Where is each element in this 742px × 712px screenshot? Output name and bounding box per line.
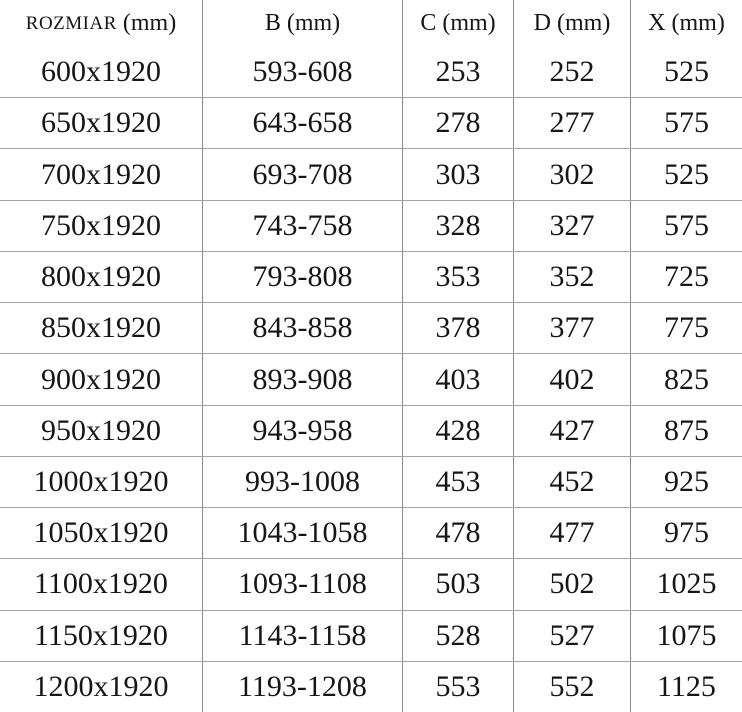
column-header-unit: (mm) — [442, 10, 496, 36]
column-header-unit: (mm) — [671, 10, 725, 36]
cell-rozmiar: 1200x1920 — [33, 669, 169, 703]
cell-d: 477 — [513, 508, 630, 558]
cell-x: 1025 — [630, 559, 742, 609]
cell-d: 327 — [513, 201, 630, 251]
cell-d: 552 — [513, 662, 630, 712]
cell-rozmiar: 850x1920 — [41, 311, 161, 345]
table-row — [0, 47, 742, 97]
cell-c: 403 — [402, 354, 513, 404]
cell-c: 428 — [402, 406, 513, 456]
table-row — [0, 456, 742, 507]
column-header-c — [402, 0, 513, 47]
cell-rozmiar: 1150x1920 — [34, 618, 168, 652]
cell-rozmiar: 800x1920 — [41, 260, 161, 294]
cell-x: 825 — [630, 354, 742, 404]
table-header-row — [0, 0, 742, 47]
cell-b: 843-858 — [202, 303, 402, 353]
cell-c: 253 — [402, 47, 513, 97]
cell-rozmiar: 950x1920 — [41, 413, 161, 447]
cell-d: 377 — [513, 303, 630, 353]
cell-x: 975 — [630, 508, 742, 558]
cell-d: 252 — [513, 47, 630, 97]
table-row — [0, 558, 742, 609]
cell-x: 575 — [630, 98, 742, 148]
table-row — [0, 405, 742, 456]
cell-c: 453 — [402, 457, 513, 507]
table-row — [0, 148, 742, 199]
cell-b: 1193-1208 — [202, 662, 402, 712]
cell-x: 725 — [630, 252, 742, 302]
cell-rozmiar: 750x1920 — [41, 208, 161, 242]
table-row — [0, 610, 742, 661]
column-header-label: ROZMIAR — [25, 12, 117, 34]
cell-c: 303 — [402, 149, 513, 199]
column-header-label: B — [264, 10, 281, 36]
column-header-label: X — [648, 10, 666, 36]
cell-c: 478 — [402, 508, 513, 558]
cell-b: 993-1008 — [202, 457, 402, 507]
cell-d: 402 — [513, 354, 630, 404]
cell-b: 1043-1058 — [202, 508, 402, 558]
column-header-label: D — [533, 10, 551, 36]
column-header-b — [202, 0, 402, 47]
cell-rozmiar: 600x1920 — [41, 55, 161, 89]
column-header-unit: (mm) — [557, 10, 611, 36]
cell-c: 378 — [402, 303, 513, 353]
cell-c: 528 — [402, 611, 513, 661]
cell-d: 302 — [513, 149, 630, 199]
cell-d: 427 — [513, 406, 630, 456]
cell-x: 525 — [630, 47, 742, 97]
cell-rozmiar: 1050x1920 — [33, 516, 169, 550]
table-row — [0, 661, 742, 712]
cell-b: 643-658 — [202, 98, 402, 148]
cell-rozmiar: 900x1920 — [41, 362, 161, 396]
table-row — [0, 353, 742, 404]
cell-rozmiar: 1000x1920 — [33, 464, 169, 498]
cell-d: 502 — [513, 559, 630, 609]
column-header-label: C — [420, 10, 437, 36]
cell-b: 743-758 — [202, 201, 402, 251]
cell-b: 693-708 — [202, 149, 402, 199]
cell-b: 943-958 — [202, 406, 402, 456]
table-row — [0, 251, 742, 302]
cell-c: 278 — [402, 98, 513, 148]
cell-rozmiar: 1100x1920 — [34, 567, 168, 601]
cell-x: 1075 — [630, 611, 742, 661]
cell-c: 553 — [402, 662, 513, 712]
table-row — [0, 507, 742, 558]
column-header-d — [513, 0, 630, 47]
cell-x: 775 — [630, 303, 742, 353]
column-header-x — [630, 0, 742, 47]
cell-d: 277 — [513, 98, 630, 148]
cell-b: 1093-1108 — [202, 559, 402, 609]
cell-x: 1125 — [630, 662, 742, 712]
cell-b: 893-908 — [202, 354, 402, 404]
cell-rozmiar: 650x1920 — [41, 106, 161, 140]
cell-c: 353 — [402, 252, 513, 302]
cell-d: 527 — [513, 611, 630, 661]
cell-b: 1143-1158 — [202, 611, 402, 661]
cell-b: 793-808 — [202, 252, 402, 302]
cell-b: 593-608 — [202, 47, 402, 97]
cell-d: 452 — [513, 457, 630, 507]
column-header-unit: (mm) — [122, 10, 177, 36]
column-header-unit: (mm) — [286, 10, 341, 36]
cell-x: 575 — [630, 201, 742, 251]
cell-d: 352 — [513, 252, 630, 302]
cell-c: 328 — [402, 201, 513, 251]
cell-c: 503 — [402, 559, 513, 609]
cell-rozmiar: 700x1920 — [41, 157, 161, 191]
cell-x: 925 — [630, 457, 742, 507]
cell-x: 525 — [630, 149, 742, 199]
table-row — [0, 200, 742, 251]
table-row — [0, 302, 742, 353]
column-header-rozmiar — [0, 0, 202, 47]
table-row — [0, 97, 742, 148]
cell-x: 875 — [630, 406, 742, 456]
